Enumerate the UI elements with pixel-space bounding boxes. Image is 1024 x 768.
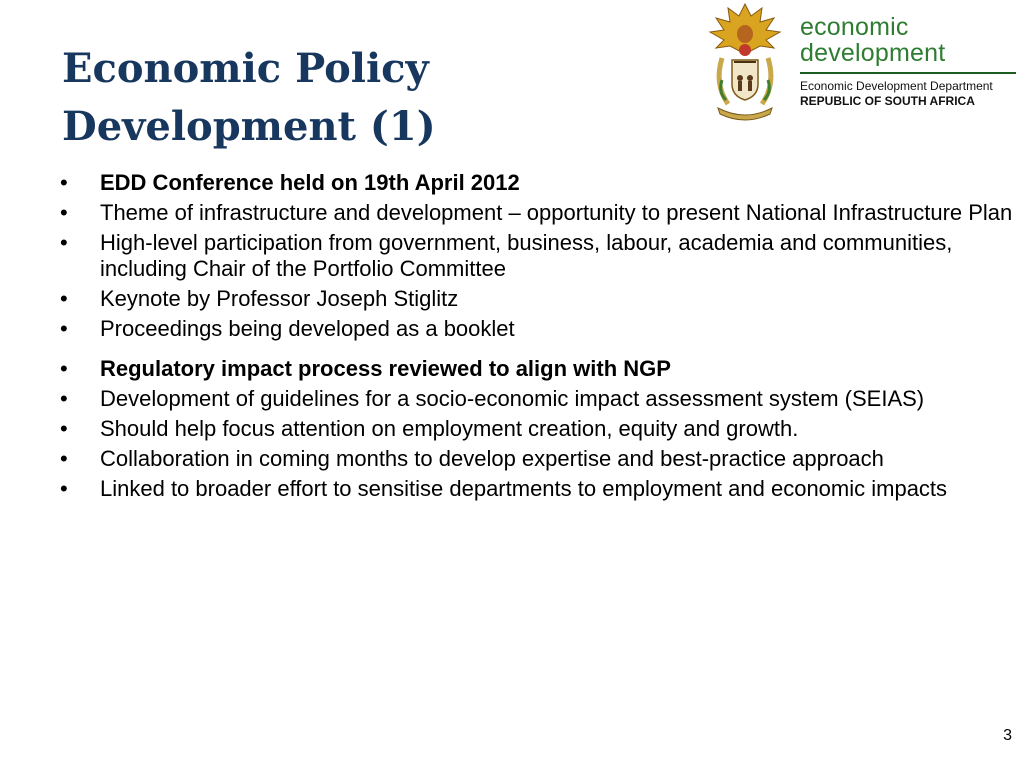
bullet-text: Theme of infrastructure and development – opportunity to present National Infrastructure Plan [100,200,1013,225]
bullet-marker: • [60,170,68,195]
bullet-item [60,230,1020,282]
bullet-text: Regulatory impact process reviewed to align with NGP [100,356,671,381]
bullet-text: Keynote by Professor Joseph Stiglitz [100,286,459,311]
bullet-text: Collaboration in coming months to develop expertise and best-practice approach [100,446,884,471]
bullet-text: EDD Conference held on 19th April 2012 [100,170,520,195]
slide-title-line-1: Economic Policy [62,45,429,92]
bullet-text: Development of guidelines for a socio-economic impact assessment system (SEIAS) [100,386,925,411]
coat-of-arms-icon [704,0,786,122]
bullet-text: Proceedings being developed as a booklet [100,316,515,341]
logo-word-economic: economic [800,13,909,41]
bullet-marker: • [60,356,68,381]
slide-title-line-2: Development (1) [62,103,436,150]
bullet-item [60,476,1020,502]
bullet-marker: • [60,476,68,501]
bullet-item [60,200,1020,226]
bullet-item [60,170,1020,196]
bullet-marker: • [60,446,68,471]
bullet-item [60,286,1020,312]
bullet-item [60,416,1020,442]
bullet-item [60,316,1020,342]
bullet-item [60,386,1020,412]
bullet-item [60,446,1020,472]
logo-department-name: Economic Development Department [800,79,993,93]
bullet-marker: • [60,230,68,255]
bullet-text: Should help focus attention on employment creation, equity and growth. [100,416,799,441]
bullet-marker: • [60,386,68,411]
bullet-marker: • [60,286,68,311]
bullet-item [60,356,1020,382]
bullet-text: High-level participation from government, business, labour, academia and communities, including Chair of the Portfolio Committee [100,230,953,281]
logo-wordmark [800,14,1016,109]
bullet-text: Linked to broader effort to sensitise departments to employment and economic impacts [100,476,948,501]
logo-word-development: development [800,39,946,67]
bullet-marker: • [60,316,68,341]
logo-divider [800,72,1016,74]
page-number: 3 [1003,727,1012,744]
bullet-marker: • [60,200,68,225]
bullet-list [60,170,1020,506]
bullet-marker: • [60,416,68,441]
logo-country-name: REPUBLIC OF SOUTH AFRICA [800,94,975,108]
edd-logo [700,0,1024,128]
slide-title [62,40,436,156]
